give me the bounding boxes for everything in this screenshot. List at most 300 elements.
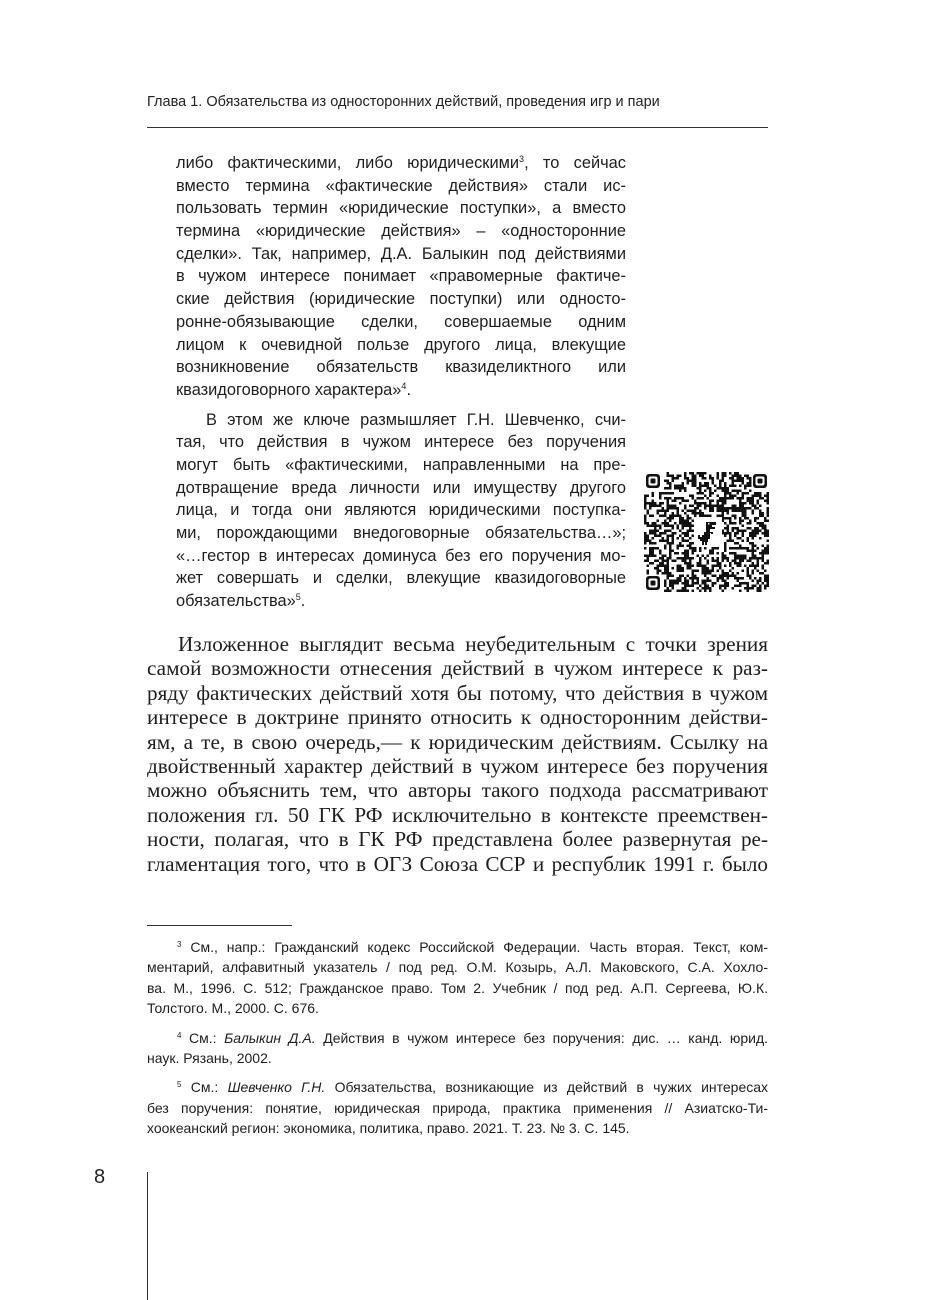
footnote-line: хоокеанский регион: экономика, политика, право. 2021. Т. 23. № 3. С. 145. <box>147 1120 630 1137</box>
qr-module <box>732 575 735 578</box>
qr-module <box>732 497 735 500</box>
qr-module <box>687 517 690 520</box>
qr-module <box>734 485 737 488</box>
qr-module <box>687 515 690 518</box>
qr-module <box>662 562 665 565</box>
qr-module <box>644 515 647 518</box>
qr-module <box>732 510 735 513</box>
qr-module <box>749 497 752 500</box>
qr-module <box>702 512 705 515</box>
qr-module <box>757 502 760 505</box>
qr-module <box>722 515 725 518</box>
qr-module <box>652 492 655 495</box>
qr-module <box>657 565 660 568</box>
qr-module <box>744 512 747 515</box>
qr-module <box>749 480 752 483</box>
qr-module <box>727 510 730 513</box>
footnote-ref-5[interactable]: 5 <box>295 592 301 603</box>
qr-module <box>687 477 690 480</box>
qr-module <box>757 590 760 593</box>
qr-module <box>689 547 692 550</box>
qr-module <box>714 547 717 550</box>
qr-module <box>754 565 757 568</box>
qr-module <box>747 560 750 563</box>
qr-module <box>672 505 675 508</box>
qr-module <box>697 570 700 573</box>
footnote-ref-3[interactable]: 3 <box>519 154 525 164</box>
qr-module <box>699 502 702 505</box>
qr-module <box>734 475 737 478</box>
qr-module <box>704 547 707 550</box>
qr-module <box>699 512 702 515</box>
qr-module <box>667 530 670 533</box>
qr-module <box>692 472 695 475</box>
qr-module <box>739 485 742 488</box>
qr-module <box>739 490 742 493</box>
qr-module <box>707 482 710 485</box>
qr-module <box>754 492 757 495</box>
qr-module <box>702 572 705 575</box>
qr-module <box>722 502 725 505</box>
qr-module <box>684 512 687 515</box>
qr-module <box>649 552 652 555</box>
qr-module <box>654 525 657 528</box>
qr-module <box>647 522 650 525</box>
qr-module <box>757 527 760 530</box>
qr-module <box>674 505 677 508</box>
qr-module <box>747 585 750 588</box>
qr-module <box>694 570 697 573</box>
qr-module <box>674 477 677 480</box>
qr-module <box>652 537 655 540</box>
qr-module <box>767 585 770 588</box>
qr-module <box>754 505 757 508</box>
qr-module <box>759 525 762 528</box>
qr-module <box>732 560 735 563</box>
qr-module <box>692 547 695 550</box>
qr-module <box>734 547 737 550</box>
qr-module <box>657 547 660 550</box>
qr-module <box>752 497 755 500</box>
qr-module <box>747 492 750 495</box>
qr-module <box>759 572 762 575</box>
qr-module <box>654 530 657 533</box>
qr-module <box>727 585 730 588</box>
qr-module <box>752 537 755 540</box>
qr-module <box>739 507 742 510</box>
qr-module <box>677 580 680 583</box>
qr-module <box>689 562 692 565</box>
qr-module <box>682 575 685 578</box>
qr-module <box>647 557 650 560</box>
qr-module <box>729 517 732 520</box>
footnote-ref-4[interactable]: 4 <box>401 380 407 391</box>
qr-module <box>687 482 690 485</box>
qr-module <box>762 497 765 500</box>
footnote-3: $^3$ См., напр.: Гражданский кодекс Российской Федерации. Часть вторая. Текст, ком- <box>177 939 768 955</box>
main-line: ям, а те, в свою очередь,— к юридическим действиям. Ссылку на <box>147 729 768 754</box>
qr-module <box>649 550 652 553</box>
qr-module <box>752 572 755 575</box>
qr-module <box>734 515 737 518</box>
qr-module <box>664 480 667 483</box>
qr-module <box>749 587 752 590</box>
header-divider <box>147 127 768 128</box>
qr-module <box>687 522 690 525</box>
qr-module <box>667 575 670 578</box>
qr-module <box>684 520 687 523</box>
qr-module <box>729 562 732 565</box>
qr-module <box>682 532 685 535</box>
qr-module <box>674 580 677 583</box>
qr-module <box>767 532 770 535</box>
qr-module <box>742 547 745 550</box>
qr-module <box>649 515 652 518</box>
qr-module <box>737 547 740 550</box>
qr-module <box>664 570 667 573</box>
qr-module <box>682 545 685 548</box>
qr-module <box>739 555 742 558</box>
qr-module <box>734 577 737 580</box>
qr-module <box>722 500 725 503</box>
qr-module <box>669 507 672 510</box>
qr-module <box>692 565 695 568</box>
qr-module <box>767 510 770 513</box>
qr-module <box>659 535 662 538</box>
qr-module <box>759 497 762 500</box>
qr-module <box>754 535 757 538</box>
qr-module <box>749 560 752 563</box>
qr-module <box>667 557 670 560</box>
qr-module <box>742 510 745 513</box>
qr-module <box>717 580 720 583</box>
qr-module <box>762 565 765 568</box>
qr-module <box>717 565 720 568</box>
qr-module <box>717 515 720 518</box>
qr-module <box>742 560 745 563</box>
qr-module <box>747 570 750 573</box>
qr-module <box>692 495 695 498</box>
qr-module <box>767 582 770 585</box>
qr-module <box>742 535 745 538</box>
qr-module <box>719 485 722 488</box>
qr-module <box>644 547 647 550</box>
qr-module <box>749 482 752 485</box>
qr-module <box>737 572 740 575</box>
qr-module <box>662 540 665 543</box>
qr-module <box>709 572 712 575</box>
qr-module <box>692 590 695 593</box>
quote-line: возникновение обязательств квазиделиктного или <box>176 358 626 377</box>
qr-module <box>692 497 695 500</box>
qr-module <box>749 485 752 488</box>
qr-module <box>644 495 647 498</box>
qr-module <box>724 532 727 535</box>
qr-module <box>737 530 740 533</box>
qr-module <box>674 507 677 510</box>
qr-module <box>659 505 662 508</box>
qr-module <box>687 535 690 538</box>
qr-module <box>732 572 735 575</box>
qr-module <box>704 505 707 508</box>
qr-code-icon[interactable] <box>644 472 769 592</box>
qr-module <box>734 522 737 525</box>
qr-module <box>737 527 740 530</box>
qr-module <box>722 512 725 515</box>
qr-module <box>724 502 727 505</box>
qr-module <box>662 507 665 510</box>
qr-module <box>767 562 770 565</box>
qr-module <box>682 557 685 560</box>
qr-module <box>697 472 700 475</box>
qr-module <box>749 490 752 493</box>
qr-module <box>672 537 675 540</box>
qr-module <box>717 547 720 550</box>
qr-module <box>729 552 732 555</box>
qr-module <box>659 525 662 528</box>
qr-module <box>739 517 742 520</box>
qr-module <box>767 492 770 495</box>
qr-module <box>717 505 720 508</box>
qr-module <box>687 480 690 483</box>
qr-module <box>729 540 732 543</box>
qr-module <box>679 497 682 500</box>
qr-module <box>672 480 675 483</box>
qr-module <box>712 492 715 495</box>
qr-module <box>677 485 680 488</box>
qr-module <box>747 550 750 553</box>
qr-module <box>737 507 740 510</box>
qr-module <box>662 572 665 575</box>
qr-module <box>722 557 725 560</box>
qr-module <box>747 475 750 478</box>
qr-module <box>674 552 677 555</box>
qr-module <box>662 555 665 558</box>
qr-module <box>744 475 747 478</box>
qr-module <box>659 502 662 505</box>
qr-module <box>672 580 675 583</box>
qr-module <box>667 570 670 573</box>
qr-module <box>719 497 722 500</box>
qr-module <box>704 575 707 578</box>
qr-module <box>687 525 690 528</box>
qr-module <box>724 472 727 475</box>
qr-module <box>692 525 695 528</box>
qr-module <box>727 490 730 493</box>
qr-module <box>717 495 720 498</box>
footnote-number: 5 <box>177 1080 182 1090</box>
qr-module <box>744 565 747 568</box>
quoted-passage <box>176 152 626 613</box>
qr-module <box>687 550 690 553</box>
qr-module <box>747 527 750 530</box>
qr-module <box>744 557 747 560</box>
qr-module <box>699 557 702 560</box>
qr-module <box>724 487 727 490</box>
qr-module <box>759 495 762 498</box>
qr-module <box>667 590 670 593</box>
qr-module <box>702 565 705 568</box>
qr-module <box>687 555 690 558</box>
qr-module <box>649 525 652 528</box>
qr-module <box>744 492 747 495</box>
qr-module <box>677 545 680 548</box>
qr-module <box>659 565 662 568</box>
qr-module <box>712 510 715 513</box>
qr-module <box>669 482 672 485</box>
qr-module <box>722 560 725 563</box>
qr-module <box>664 525 667 528</box>
quote-line: в чужом интересе понимает «правомерные фактиче- <box>176 267 626 286</box>
qr-module <box>759 530 762 533</box>
qr-module <box>684 585 687 588</box>
qr-module <box>729 537 732 540</box>
qr-module <box>649 530 652 533</box>
qr-module <box>722 497 725 500</box>
qr-module <box>754 495 757 498</box>
qr-module <box>742 477 745 480</box>
qr-module <box>722 480 725 483</box>
qr-module <box>724 582 727 585</box>
footnote-line: наук. Рязань, 2002. <box>147 1049 272 1066</box>
qr-module <box>757 530 760 533</box>
qr-module <box>689 557 692 560</box>
qr-module <box>659 552 662 555</box>
qr-module <box>664 522 667 525</box>
qr-module <box>734 560 737 563</box>
qr-module <box>692 482 695 485</box>
qr-module <box>739 477 742 480</box>
qr-module <box>702 492 705 495</box>
qr-module <box>687 530 690 533</box>
qr-module <box>712 507 715 510</box>
qr-module <box>684 487 687 490</box>
qr-module <box>667 475 670 478</box>
qr-module <box>674 560 677 563</box>
qr-module <box>739 577 742 580</box>
qr-module <box>669 485 672 488</box>
qr-module <box>737 537 740 540</box>
qr-module <box>682 587 685 590</box>
quote-line: жет совершать и сделки, влекущие квазидоговорные <box>176 569 626 588</box>
qr-module <box>737 510 740 513</box>
qr-module <box>682 517 685 520</box>
qr-module <box>679 542 682 545</box>
qr-module <box>652 522 655 525</box>
main-line: ности, полагая, что в ГК РФ представлена более развернутая ре- <box>147 827 768 852</box>
qr-module <box>667 540 670 543</box>
qr-module <box>709 500 712 503</box>
qr-module <box>669 505 672 508</box>
qr-module <box>712 585 715 588</box>
qr-module <box>687 585 690 588</box>
qr-module <box>652 547 655 550</box>
qr-module <box>649 505 652 508</box>
qr-module <box>672 525 675 528</box>
qr-module <box>737 497 740 500</box>
qr-module <box>669 530 672 533</box>
qr-module <box>659 492 662 495</box>
qr-module <box>707 562 710 565</box>
qr-module <box>709 570 712 573</box>
qr-module <box>662 522 665 525</box>
qr-module <box>722 487 725 490</box>
qr-module <box>692 535 695 538</box>
qr-module <box>734 555 737 558</box>
qr-module <box>694 485 697 488</box>
qr-module <box>712 557 715 560</box>
qr-module <box>752 552 755 555</box>
qr-module <box>767 502 770 505</box>
qr-module <box>752 505 755 508</box>
qr-module <box>694 550 697 553</box>
qr-module <box>697 582 700 585</box>
qr-module <box>742 512 745 515</box>
qr-module <box>687 510 690 513</box>
qr-module <box>644 497 647 500</box>
qr-module <box>692 530 695 533</box>
qr-module <box>732 530 735 533</box>
qr-module <box>677 525 680 528</box>
qr-module <box>737 490 740 493</box>
qr-module <box>699 560 702 563</box>
main-line: двойственный характер действий в чужом интересе без поручения <box>147 753 768 778</box>
qr-module <box>644 507 647 510</box>
qr-module <box>719 585 722 588</box>
qr-module <box>669 550 672 553</box>
qr-module <box>732 552 735 555</box>
qr-module <box>739 537 742 540</box>
main-line: Изложенное выглядит весьма неубедительным с точки зрения <box>178 632 768 656</box>
qr-module <box>747 500 750 503</box>
qr-module <box>677 567 680 570</box>
qr-module <box>649 547 652 550</box>
qr-module <box>689 542 692 545</box>
qr-module <box>724 565 727 568</box>
main-line: интересе в доктрине принято относить к односторонним действи- <box>147 705 768 730</box>
qr-module <box>707 572 710 575</box>
qr-module <box>667 472 670 475</box>
qr-module <box>744 487 747 490</box>
qr-module <box>739 557 742 560</box>
qr-module <box>712 500 715 503</box>
qr-module <box>764 570 767 573</box>
qr-module <box>664 512 667 515</box>
qr-module <box>747 497 750 500</box>
qr-module <box>752 535 755 538</box>
qr-module <box>719 482 722 485</box>
qr-module <box>767 545 770 548</box>
qr-module <box>687 540 690 543</box>
qr-module <box>727 560 730 563</box>
qr-module <box>767 530 770 533</box>
qr-module <box>734 505 737 508</box>
qr-module <box>729 495 732 498</box>
qr-module <box>742 525 745 528</box>
qr-module <box>699 492 702 495</box>
qr-module <box>704 567 707 570</box>
qr-module <box>742 557 745 560</box>
qr-module <box>652 562 655 565</box>
qr-module <box>712 560 715 563</box>
quote-line: либо фактическими, либо юридическими$^3$, то сейчас <box>176 154 626 172</box>
qr-module <box>644 540 647 543</box>
qr-module <box>762 560 765 563</box>
qr-module <box>752 512 755 515</box>
qr-module <box>664 567 667 570</box>
qr-module <box>717 487 720 490</box>
qr-module <box>659 557 662 560</box>
